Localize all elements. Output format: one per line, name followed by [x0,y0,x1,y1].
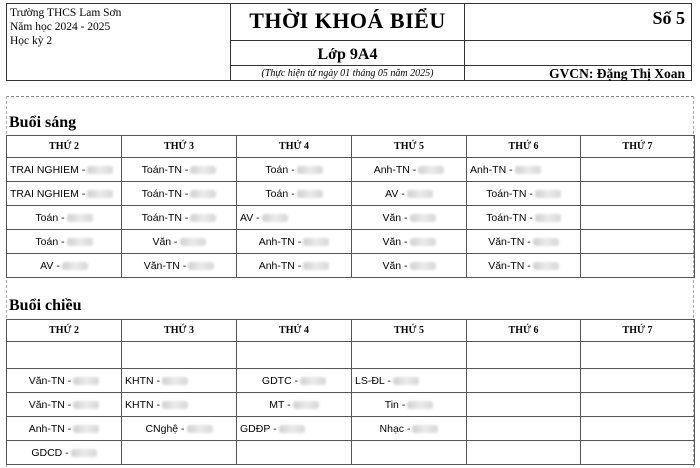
timetable-cell [352,206,467,230]
timetable-cell [581,230,695,254]
timetable-cell [581,393,695,417]
timetable-cell [122,206,237,230]
redacted-teacher-name [293,401,319,409]
subject-label: Anh-TN - [373,163,417,176]
redacted-teacher-name [303,262,329,270]
timetable-cell [352,182,467,206]
subject-label: Anh-TN - [28,422,72,435]
subject-label: CNghệ - [145,422,185,435]
timetable-cell [467,206,581,230]
timetable-cell [467,342,581,369]
redacted-teacher-name [515,166,541,174]
subject-label: KHTN - [125,398,160,411]
period-row [7,393,695,417]
timetable-cell [467,230,581,254]
subject-label: Anh-TN - [258,259,302,272]
timetable-cell [237,158,352,182]
timetable-cell [467,393,581,417]
redacted-teacher-name [407,190,433,198]
timetable-cell [467,441,581,465]
timetable-cell [7,230,122,254]
redacted-teacher-name [393,377,419,385]
semester: Học kỳ 2 [10,35,53,47]
number-block [465,3,692,81]
redacted-teacher-name [418,166,444,174]
timetable-cell [7,393,122,417]
timetable-cell [352,342,467,369]
timetable-cell [581,369,695,393]
timetable-cell [352,369,467,393]
timetable-cell [122,369,237,393]
timetable-cell [352,393,467,417]
timetable-cell [352,254,467,278]
subject-label: Toán-TN - [141,187,189,200]
timetable-cell [581,417,695,441]
schedule-number: Số 5 [652,8,685,28]
page-title: THỜI KHOÁ BIỂU [249,8,446,33]
subject-label: Nhạc - [379,422,411,435]
timetable-cell [581,441,695,465]
timetable-cell [7,206,122,230]
timetable-cell [581,158,695,182]
redacted-teacher-name [67,214,93,222]
timetable-cell [581,182,695,206]
timetable-cell [122,182,237,206]
timetable-cell [237,369,352,393]
period-row [7,206,695,230]
subject-label: LS-ĐL - [355,374,391,387]
timetable-cell [122,254,237,278]
redacted-teacher-name [407,401,433,409]
timetable-cell [352,441,467,465]
timetable-cell [467,182,581,206]
timetable-cell [581,342,695,369]
redacted-teacher-name [87,166,113,174]
subject-label: Văn-TN - [143,259,187,272]
timetable-cell [7,417,122,441]
redacted-teacher-name [410,214,436,222]
period-row [7,441,695,465]
afternoon-timetable [6,319,695,465]
redacted-teacher-name [535,214,561,222]
divider [231,40,464,41]
day-header: THỨ 2 [7,320,122,342]
redacted-teacher-name [300,377,326,385]
day-header: THỨ 6 [467,320,581,342]
timetable-cell [467,254,581,278]
timetable-cell [122,393,237,417]
timetable-cell [467,417,581,441]
timetable-cell [122,342,237,369]
subject-label: GDĐP - [240,422,277,435]
redacted-teacher-name [180,238,206,246]
subject-label: Văn - [382,259,408,272]
subject-label: GDTC - [261,374,299,387]
morning-timetable [6,135,695,278]
redacted-teacher-name [279,425,305,433]
day-header: THỨ 7 [581,320,695,342]
school-year: Năm học 2024 - 2025 [10,21,111,33]
timetable-cell [122,441,237,465]
subject-label: Toán - [35,235,65,248]
day-header: THỨ 4 [237,136,352,158]
subject-label: Văn - [382,235,408,248]
period-row [7,182,695,206]
timetable-cell [7,158,122,182]
day-header-row [7,136,695,158]
subject-label: Văn-TN - [488,259,531,272]
timetable-cell [581,206,695,230]
class-name: Lớp 9A4 [317,46,378,63]
subject-label: MT - [269,398,291,411]
timetable-cell [352,158,467,182]
school-info [6,3,230,81]
redacted-teacher-name [412,425,438,433]
school-name: Trường THCS Lam Sơn [10,7,122,19]
timetable-cell [467,369,581,393]
divider [465,40,691,41]
afternoon-label: Buổi chiều [9,297,82,314]
timetable-cell [237,182,352,206]
day-header: THỨ 4 [237,320,352,342]
redacted-teacher-name [533,238,559,246]
timetable-cell [237,393,352,417]
redacted-teacher-name [87,190,113,198]
subject-label: Văn - [152,235,178,248]
subject-label: Toán-TN - [486,187,533,200]
redacted-teacher-name [262,214,288,222]
timetable-cell [7,441,122,465]
timetable-cell [237,254,352,278]
effective-date: (Thực hiện từ ngày 01 tháng 05 năm 2025) [261,68,434,79]
redacted-teacher-name [410,262,436,270]
subject-label: Văn - [382,211,408,224]
subject-label: GDCD - [31,446,69,459]
timetable-cell [467,158,581,182]
timetable-cell [237,206,352,230]
period-row [7,417,695,441]
subject-label: Toán-TN - [486,211,533,224]
redacted-teacher-name [410,238,436,246]
timetable-cell [237,230,352,254]
redacted-teacher-name [162,401,188,409]
subject-label: AV - [240,211,260,224]
period-row [7,369,695,393]
redacted-teacher-name [73,377,99,385]
redacted-teacher-name [535,190,561,198]
timetable-cell [7,369,122,393]
redacted-teacher-name [73,401,99,409]
timetable-cell [7,254,122,278]
day-header: THỨ 5 [352,136,467,158]
timetable-cell [122,417,237,441]
subject-label: TRAI NGHIEM - [10,163,86,176]
timetable-cell [122,158,237,182]
day-header: THỨ 3 [122,320,237,342]
subject-label: Văn-TN - [28,398,72,411]
period-row [7,230,695,254]
day-header: THỨ 2 [7,136,122,158]
subject-label: Toán - [265,163,295,176]
redacted-teacher-name [67,238,93,246]
morning-label: Buổi sáng [9,114,77,131]
subject-label: Văn-TN - [28,374,72,387]
timetable-cell [352,230,467,254]
subject-label: KHTN - [125,374,160,387]
timetable-cell [581,254,695,278]
subject-label: Văn-TN - [488,235,531,248]
day-header: THỨ 3 [122,136,237,158]
redacted-teacher-name [533,262,559,270]
redacted-teacher-name [188,262,214,270]
subject-label: Anh-TN - [258,235,302,248]
timetable-cell [122,230,237,254]
period-row [7,254,695,278]
timetable-cell [7,182,122,206]
subject-label: AV - [40,259,60,272]
redacted-teacher-name [303,238,329,246]
redacted-teacher-name [62,262,88,270]
period-row [7,342,695,369]
subject-label: Toán - [265,187,295,200]
redacted-teacher-name [297,166,323,174]
redacted-teacher-name [71,449,97,457]
subject-label: Anh-TN - [470,163,513,176]
day-header: THỨ 7 [581,136,695,158]
divider [231,65,464,66]
day-header: THỨ 6 [467,136,581,158]
timetable-cell [237,417,352,441]
header [0,0,700,88]
subject-label: Tin - [384,398,406,411]
period-row [7,158,695,182]
subject-label: Toán - [35,211,65,224]
timetable-cell [237,441,352,465]
redacted-teacher-name [297,190,323,198]
timetable-cell [237,342,352,369]
subject-label: Toán-TN - [141,163,189,176]
redacted-teacher-name [162,377,188,385]
day-header: THỨ 5 [352,320,467,342]
title-block [230,3,465,81]
subject-label: AV - [385,187,405,200]
subject-label: Toán-TN - [141,211,189,224]
subject-label: TRAI NGHIEM - [10,187,86,200]
redacted-teacher-name [190,190,216,198]
timetable-cell [352,417,467,441]
redacted-teacher-name [187,425,213,433]
redacted-teacher-name [190,214,216,222]
redacted-teacher-name [190,166,216,174]
redacted-teacher-name [73,425,99,433]
day-header-row [7,320,695,342]
timetable-cell [7,342,122,369]
homeroom-teacher: GVCN: Đặng Thị Xoan [549,66,685,81]
